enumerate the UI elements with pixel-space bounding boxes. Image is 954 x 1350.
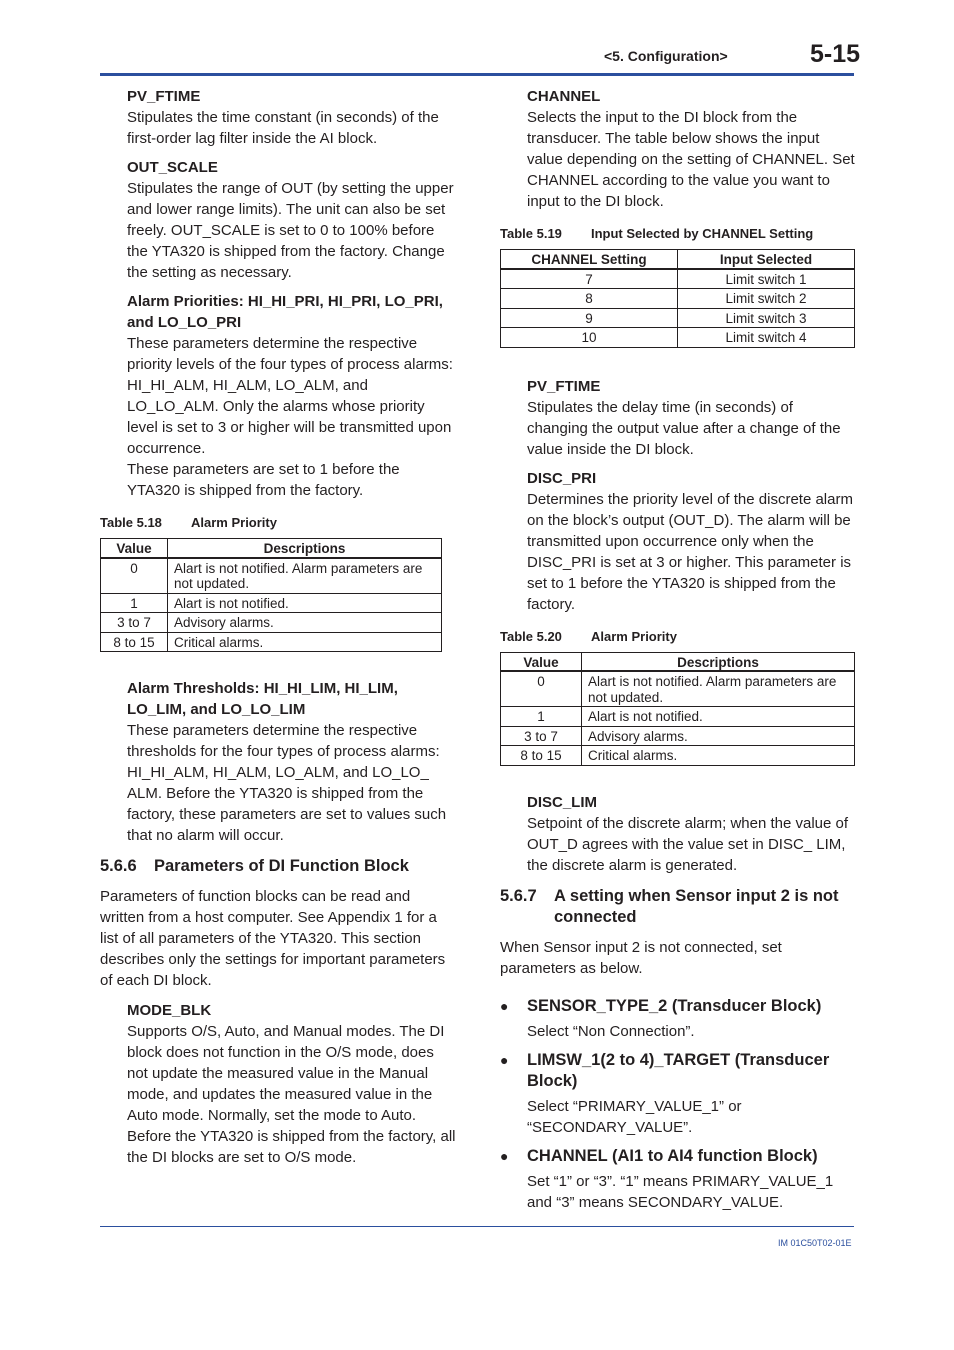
table-header: Descriptions bbox=[168, 539, 442, 558]
param-text: Stipulates the delay time (in seconds) of changing the output value after a change of the value inside the DI block. bbox=[527, 398, 841, 458]
table-cell: 8 to 15 bbox=[501, 746, 582, 766]
param-title: MODE_BLK bbox=[127, 1002, 212, 1019]
table-row bbox=[101, 558, 442, 594]
param-text: Determines the priority level of the discrete alarm on the block’s output (OUT_D). The alarm will be transmitted upon occurrence only when the DISC_PRI is set at 3 or higher. This parameter is set to 1 before the YTA320 is shipped from the factory. bbox=[527, 490, 853, 613]
param-title: Alarm Thresholds: HI_HI_LIM, HI_LIM, LO_LIM, and LO_LO_LIM bbox=[127, 680, 398, 718]
out-scale bbox=[100, 157, 456, 283]
alarm-priority-table-di bbox=[500, 652, 855, 766]
table-cell: Limit switch 1 bbox=[678, 269, 855, 289]
table-label: Table 5.20 bbox=[500, 628, 562, 644]
table-row bbox=[101, 613, 442, 633]
table-caption bbox=[500, 628, 856, 646]
table-row bbox=[501, 746, 855, 766]
section-heading-567 bbox=[500, 886, 856, 928]
page-number: 5-15 bbox=[810, 40, 861, 68]
param-title: CHANNEL bbox=[527, 88, 601, 105]
bullet-text: Select “PRIMARY_VALUE_1” or “SECONDARY_VALUE”. bbox=[527, 1097, 742, 1136]
param-text: Setpoint of the discrete alarm; when the value of OUT_D agrees with the value set in DISC_ LIM, the discrete alarm is generated. bbox=[527, 814, 849, 874]
param-text: These parameters determine the respective thresholds for the four types of process alarms: HI_HI_ALM, HI_ALM, LO_ALM, and LO_LO_ ALM. Before the YTA320 is shipped from the factory, these parameters are set to values such that no alarm will occur. bbox=[127, 722, 447, 844]
param-text: Selects the input to the DI block from the transducer. The table below shows the input value depending on the setting of CHANNEL. Set CHANNEL according to the value you want to input to the DI block. bbox=[527, 109, 855, 210]
table-cell: Advisory alarms. bbox=[582, 726, 855, 746]
table-row bbox=[501, 328, 855, 348]
disc-lim bbox=[500, 792, 856, 876]
document-id: IM 01C50T02-01E bbox=[778, 1238, 852, 1248]
section-title: Parameters of DI Function Block bbox=[154, 857, 409, 875]
table-row bbox=[501, 289, 855, 309]
table-row bbox=[501, 308, 855, 328]
table-header: CHANNEL Setting bbox=[501, 250, 678, 269]
table-title: Input Selected by CHANNEL Setting bbox=[591, 226, 814, 241]
right-column bbox=[500, 86, 856, 1213]
table-cell: Advisory alarms. bbox=[168, 613, 442, 633]
alarm-priorities bbox=[100, 291, 456, 501]
table-cell: 0 bbox=[501, 671, 582, 707]
table-cell: 0 bbox=[101, 558, 168, 594]
section-title: A setting when Sensor input 2 is not connected bbox=[554, 886, 839, 926]
param-text: Supports O/S, Auto, and Manual modes. The DI block does not function in the O/S mode, does not update the measured value in the Manual mode, and updates the measured value in the Auto mode. Normally, set the mode to Auto. Before the YTA320 is shipped from the factory, all the DI blocks are set to O/S mode. bbox=[127, 1023, 456, 1166]
table-row bbox=[101, 632, 442, 652]
table-cell: Critical alarms. bbox=[582, 746, 855, 766]
channel-setting-table bbox=[500, 249, 855, 348]
bullet-dot-icon: ● bbox=[500, 1147, 509, 1164]
bullet-dot-icon: ● bbox=[500, 997, 509, 1014]
table-row bbox=[501, 671, 855, 707]
param-title: PV_FTIME bbox=[127, 88, 201, 105]
section-number: 5.6.7 bbox=[500, 886, 537, 905]
left-column bbox=[100, 86, 456, 1168]
table-cell: Alart is not notified. bbox=[582, 707, 855, 727]
table-header: Value bbox=[501, 652, 582, 671]
table-cell: 3 to 7 bbox=[501, 726, 582, 746]
section-number: 5.6.6 bbox=[100, 857, 137, 875]
table-row bbox=[501, 269, 855, 289]
table-cell: Limit switch 4 bbox=[678, 328, 855, 348]
bullet-title: CHANNEL (AI1 to AI4 function Block) bbox=[527, 1146, 818, 1165]
bullet-dot-icon: ● bbox=[500, 1051, 509, 1068]
table-caption bbox=[100, 514, 456, 532]
param-title: DISC_LIM bbox=[527, 793, 598, 811]
table-title: Alarm Priority bbox=[191, 515, 277, 530]
table-header: Descriptions bbox=[582, 652, 855, 671]
table-cell: 9 bbox=[501, 308, 678, 328]
table-cell: 8 bbox=[501, 289, 678, 309]
table-cell: 1 bbox=[501, 707, 582, 727]
table-cell: 7 bbox=[501, 269, 678, 289]
param-text: Stipulates the range of OUT (by setting the upper and lower range limits). The unit can also be set freely. OUT_SCALE is set to 0 to 100% before the YTA320 is shipped from the factory. Change the setting as necessary. bbox=[127, 180, 454, 281]
bullet-item bbox=[500, 1050, 856, 1138]
bullet-title: LIMSW_1(2 to 4)_TARGET (Transducer Block) bbox=[527, 1050, 830, 1090]
pv-ftime-di bbox=[500, 376, 856, 460]
table-cell: Limit switch 3 bbox=[678, 308, 855, 328]
header-rule bbox=[100, 73, 854, 76]
table-cell: Limit switch 2 bbox=[678, 289, 855, 309]
bullet-item bbox=[500, 1146, 856, 1213]
bullet-text: Set “1” or “3”. “1” means PRIMARY_VALUE_1 and “3” means SECONDARY_VALUE. bbox=[527, 1172, 834, 1211]
table-cell: Alart is not notified. Alarm parameters are not updated. bbox=[582, 671, 855, 707]
section-text: Parameters of function blocks can be read and written from a host computer. See Appendix 1 for a list of all parameters of the YTA320. This section describes only the settings for important parameters of each DI block. bbox=[100, 888, 446, 989]
table-header: Input Selected bbox=[678, 250, 855, 269]
table-cell: Alart is not notified. Alarm parameters are not updated. bbox=[168, 558, 442, 594]
table-cell: 8 to 15 bbox=[101, 632, 168, 652]
pv-ftime-ai bbox=[100, 86, 456, 149]
table-caption bbox=[500, 225, 856, 243]
bullet-item bbox=[500, 996, 856, 1042]
table-cell: 3 to 7 bbox=[101, 613, 168, 633]
alarm-thresholds bbox=[100, 678, 456, 846]
param-title: OUT_SCALE bbox=[127, 159, 218, 176]
param-text: Stipulates the time constant (in seconds) of the first-order lag filter inside the AI block. bbox=[127, 109, 439, 147]
footer-rule bbox=[100, 1226, 854, 1227]
mode-blk bbox=[100, 1000, 456, 1168]
disc-pri bbox=[500, 468, 856, 615]
param-title: Alarm Priorities: HI_HI_PRI, HI_PRI, LO_PRI, and LO_LO_PRI bbox=[127, 293, 443, 331]
table-header: Value bbox=[101, 539, 168, 558]
table-cell: Alart is not notified. bbox=[168, 593, 442, 613]
table-cell: 1 bbox=[101, 593, 168, 613]
header-section: <5. Configuration> bbox=[604, 48, 728, 64]
table-label: Table 5.18 bbox=[100, 515, 162, 530]
section-heading-566 bbox=[100, 856, 456, 877]
table-cell: 10 bbox=[501, 328, 678, 348]
param-title: DISC_PRI bbox=[527, 469, 597, 487]
table-row bbox=[501, 726, 855, 746]
table-label: Table 5.19 bbox=[500, 226, 562, 241]
table-row bbox=[501, 707, 855, 727]
param-text: These parameters determine the respective priority levels of the four types of process alarms: HI_HI_ALM, HI_ALM, LO_ALM, and LO_LO_ALM. Only the alarms whose priority level is set to 3 or higher will be transmitted upon occurrence. bbox=[127, 335, 453, 457]
table-row bbox=[101, 593, 442, 613]
channel-param bbox=[500, 86, 856, 212]
section-text: When Sensor input 2 is not connected, set parameters as below. bbox=[500, 938, 782, 977]
bullet-title: SENSOR_TYPE_2 (Transducer Block) bbox=[527, 996, 822, 1015]
alarm-priority-table bbox=[100, 538, 442, 652]
param-title: PV_FTIME bbox=[527, 377, 601, 395]
table-title: Alarm Priority bbox=[591, 628, 677, 644]
table-cell: Critical alarms. bbox=[168, 632, 442, 652]
param-text: These parameters are set to 1 before the YTA320 is shipped from the factory. bbox=[127, 461, 400, 499]
bullet-text: Select “Non Connection”. bbox=[527, 1022, 695, 1040]
